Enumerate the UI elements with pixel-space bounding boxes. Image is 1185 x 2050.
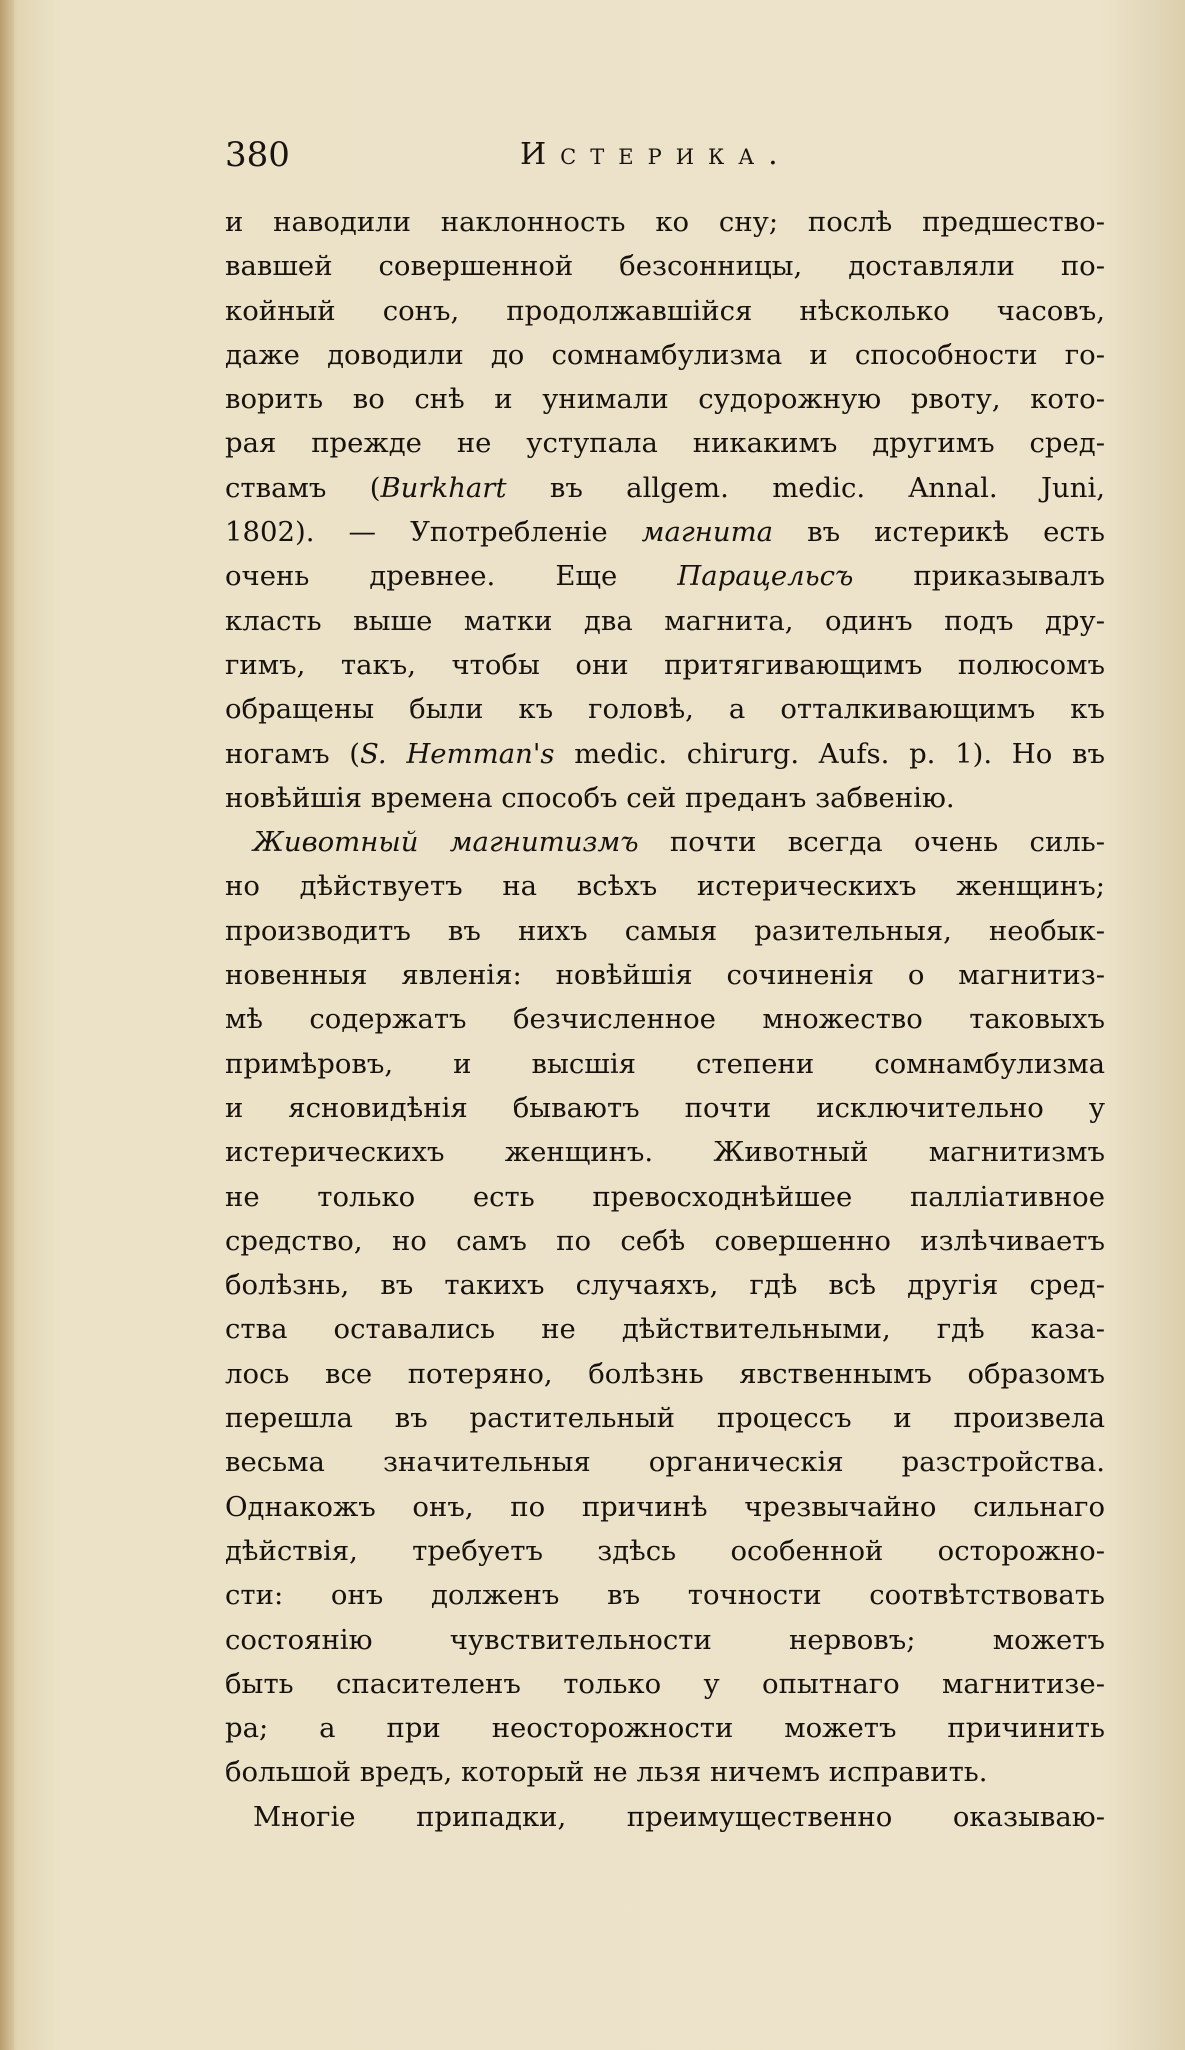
text-line [225,333,1105,377]
text-line [225,1485,1105,1529]
text-run: ствамъ ( [225,471,381,504]
text-run: быть спасителенъ только у опытнаго магнитизе- [225,1667,1105,1700]
text-run: обращены были къ головѣ, а отталкивающимъ къ [225,693,1105,726]
text-run: сти: онъ долженъ въ точности соотвѣтствовать [225,1579,1105,1612]
text-run: ногамъ ( [225,737,361,770]
page-spine-shadow [0,0,14,2050]
text-line [225,1573,1105,1617]
text-run: 1802). — Употребленіе [225,516,642,549]
text-line [225,510,1105,554]
text-line [225,599,1105,643]
text-line [225,820,1105,864]
page-number: 380 [225,135,290,175]
text-run: класть выше матки два магнита, одинъ подъ дру- [225,604,1105,637]
text-run: истерическихъ женщинъ. Животный магнитизмъ [225,1136,1105,1169]
text-line [225,1175,1105,1219]
text-line [225,1263,1105,1307]
text-line [225,200,1105,244]
text-line [225,909,1105,953]
text-run: дѣйствія, требуетъ здѣсь особенной осторожно- [225,1534,1105,1567]
text-line [225,554,1105,598]
text-line [225,1795,1105,1839]
text-run: ворить во снѣ и унимали судорожную рвоту, кото- [225,383,1105,416]
text-run: и наводили наклонность ко сну; послѣ предшество- [225,206,1105,238]
text-line [225,1396,1105,1440]
text-line [225,1440,1105,1484]
text-line [225,1042,1105,1086]
italic-text: Burkhart [380,471,507,504]
text-line [225,864,1105,908]
page-header [225,135,1105,185]
text-run: и ясновидѣнія бываютъ почти исключительно у [225,1091,1105,1124]
italic-text: магнита [641,516,774,549]
text-line [225,776,1105,820]
text-run: вавшей совершенной безсонницы, доставляли по- [225,250,1105,283]
italic-text: S. Hemman's [360,737,555,770]
text-run: новенныя явленія: новѣйшія сочиненія о магнитиз- [225,959,1105,992]
text-run: Однакожъ онъ, по причинѣ чрезвычайно сильнаго [225,1490,1105,1523]
text-line [225,1750,1105,1794]
text-line [225,289,1105,333]
text-run: въ allgem. medic. Annal. Juni, [506,471,1105,504]
text-run: лось все потеряно, болѣзнь явственнымъ образомъ [225,1357,1105,1390]
text-run: состоянію чувствительности нервовъ; можетъ [225,1623,1105,1656]
text-line [225,732,1105,776]
text-run: medic. chirurg. Aufs. p. 1). Но въ [554,737,1105,770]
text-line [225,1086,1105,1130]
text-run: не только есть превосходнѣйшее палліативное [225,1180,1105,1213]
text-line [225,1706,1105,1750]
text-run: болѣзнь, въ такихъ случаяхъ, гдѣ всѣ другія сред- [225,1269,1105,1302]
running-title: Истерика. [520,137,792,172]
text-run: весьма значительныя органическія разстройства. [225,1446,1105,1479]
text-run: ства оставались не дѣйствительными, гдѣ каза- [225,1313,1105,1346]
text-run: въ истерикѣ есть [773,516,1105,549]
text-run: но дѣйствуетъ на всѣхъ истерическихъ женщинъ; [225,870,1105,903]
text-run: койный сонъ, продолжавшійся нѣсколько часовъ, [225,294,1105,327]
text-line [225,687,1105,731]
text-run: новѣйшія времена способъ сей преданъ забвенію. [225,781,955,814]
text-run: почти всегда очень силь- [638,826,1105,859]
text-line [225,244,1105,288]
text-line [225,1529,1105,1573]
text-line [225,643,1105,687]
text-line [225,1352,1105,1396]
text-line [225,1662,1105,1706]
text-line [225,421,1105,465]
text-line [225,377,1105,421]
text-line [225,1618,1105,1662]
text-line [225,1219,1105,1263]
text-line [225,997,1105,1041]
text-run: примѣровъ, и высшія степени сомнамбулизма [225,1047,1105,1080]
italic-text: Парацельсъ [677,560,854,593]
text-line [225,1307,1105,1351]
text-run: большой вредъ, который не льзя ничемъ исправить. [225,1756,988,1789]
text-run: рая прежде не уступала никакимъ другимъ сред- [225,427,1105,460]
text-line [225,953,1105,997]
text-run: гимъ, такъ, чтобы они притягивающимъ полюсомъ [225,648,1105,681]
text-line [225,1130,1105,1174]
body-text [225,200,1105,1839]
text-run: средство, но самъ по себѣ совершенно излѣчиваетъ [225,1224,1105,1257]
text-line [225,466,1105,510]
text-run: Многіе припадки, преимущественно оказываю- [253,1800,1105,1833]
text-run: даже доводили до сомнамбулизма и способности го- [225,338,1105,371]
italic-text: Животный магнитизмъ [253,826,639,859]
text-run: перешла въ растительный процессъ и произвела [225,1402,1105,1435]
text-run: ра; а при неосторожности можетъ причинить [225,1712,1105,1745]
text-run: мѣ содержатъ безчисленное множество таковыхъ [225,1003,1105,1036]
text-run: очень древнее. Еще [225,560,678,593]
text-run: производитъ въ нихъ самыя разительныя, необык- [225,914,1105,947]
text-run: приказывалъ [853,560,1105,593]
